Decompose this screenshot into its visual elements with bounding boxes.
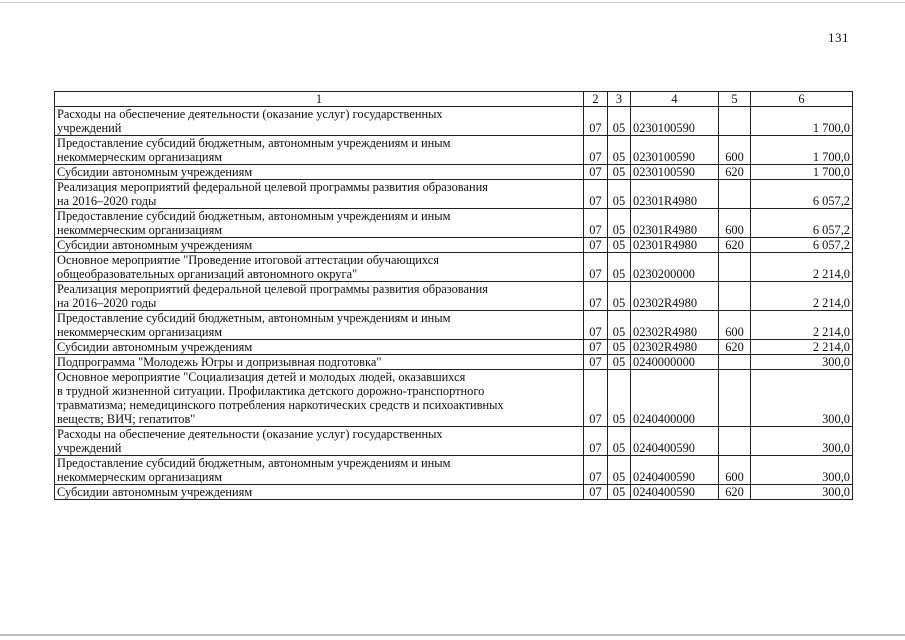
row-description: Реализация мероприятий федеральной целевой программы развития образования на 2016–2020 годы	[55, 180, 584, 209]
expense-type-code: 600	[719, 209, 751, 238]
table-row	[55, 136, 853, 165]
subsection-code: 05	[608, 238, 631, 253]
row-description: Расходы на обеспечение деятельности (оказание услуг) государственных учреждений	[55, 427, 584, 456]
column-header: 6	[751, 92, 853, 107]
section-code: 07	[584, 427, 608, 456]
expense-type-code: 620	[719, 340, 751, 355]
column-header: 2	[584, 92, 608, 107]
table-row	[55, 340, 853, 355]
amount: 2 214,0	[751, 253, 853, 282]
expense-type-code	[719, 253, 751, 282]
expense-type-code	[719, 427, 751, 456]
amount: 6 057,2	[751, 238, 853, 253]
target-article-code: 0230100590	[631, 107, 719, 136]
section-code: 07	[584, 107, 608, 136]
section-code: 07	[584, 253, 608, 282]
subsection-code: 05	[608, 456, 631, 485]
column-header: 4	[631, 92, 719, 107]
subsection-code: 05	[608, 107, 631, 136]
table-row	[55, 427, 853, 456]
table-body	[55, 107, 853, 500]
section-code: 07	[584, 165, 608, 180]
target-article-code: 0230100590	[631, 136, 719, 165]
subsection-code: 05	[608, 355, 631, 370]
amount: 1 700,0	[751, 165, 853, 180]
table-row	[55, 485, 853, 500]
expense-type-code	[719, 180, 751, 209]
section-code: 07	[584, 485, 608, 500]
table-header-row	[55, 92, 853, 107]
table-row	[55, 165, 853, 180]
table-row	[55, 311, 853, 340]
expense-type-code: 620	[719, 238, 751, 253]
section-code: 07	[584, 238, 608, 253]
table-row	[55, 253, 853, 282]
target-article-code: 0240000000	[631, 355, 719, 370]
budget-table	[54, 91, 853, 500]
row-description: Расходы на обеспечение деятельности (оказание услуг) государственных учреждений	[55, 107, 584, 136]
section-code: 07	[584, 340, 608, 355]
table-row	[55, 282, 853, 311]
expense-type-code	[719, 107, 751, 136]
column-header: 5	[719, 92, 751, 107]
column-header: 3	[608, 92, 631, 107]
row-description: Подпрограмма "Молодежь Югры и допризывная подготовка"	[55, 355, 584, 370]
target-article-code: 02302R4980	[631, 311, 719, 340]
target-article-code: 02302R4980	[631, 340, 719, 355]
subsection-code: 05	[608, 427, 631, 456]
table-row	[55, 355, 853, 370]
table-row	[55, 107, 853, 136]
section-code: 07	[584, 370, 608, 427]
row-description: Предоставление субсидий бюджетным, автономным учреждениям и иным некоммерческим организациям	[55, 456, 584, 485]
target-article-code: 02301R4980	[631, 209, 719, 238]
expense-type-code: 600	[719, 456, 751, 485]
subsection-code: 05	[608, 282, 631, 311]
target-article-code: 0240400590	[631, 427, 719, 456]
section-code: 07	[584, 355, 608, 370]
amount: 2 214,0	[751, 311, 853, 340]
subsection-code: 05	[608, 165, 631, 180]
expense-type-code: 600	[719, 136, 751, 165]
target-article-code: 02302R4980	[631, 282, 719, 311]
amount: 300,0	[751, 485, 853, 500]
table-row	[55, 209, 853, 238]
section-code: 07	[584, 282, 608, 311]
subsection-code: 05	[608, 180, 631, 209]
table-row	[55, 456, 853, 485]
target-article-code: 0240400590	[631, 456, 719, 485]
row-description: Основное мероприятие "Социализация детей и молодых людей, оказавшихся в трудной жизненной ситуации. Профилактика детского дорожно-транспортного травматизма; немедицинского потребления наркотических средств и психоактивных веществ; ВИЧ; гепатитов"	[55, 370, 584, 427]
subsection-code: 05	[608, 253, 631, 282]
scan-edge-top	[0, 2, 905, 3]
row-description: Субсидии автономным учреждениям	[55, 485, 584, 500]
amount: 300,0	[751, 456, 853, 485]
section-code: 07	[584, 209, 608, 238]
amount: 300,0	[751, 370, 853, 427]
table-row	[55, 238, 853, 253]
table-row	[55, 180, 853, 209]
subsection-code: 05	[608, 485, 631, 500]
table-row	[55, 370, 853, 427]
subsection-code: 05	[608, 340, 631, 355]
target-article-code: 0230100590	[631, 165, 719, 180]
amount: 6 057,2	[751, 209, 853, 238]
amount: 2 214,0	[751, 282, 853, 311]
expense-type-code	[719, 355, 751, 370]
row-description: Реализация мероприятий федеральной целевой программы развития образования на 2016–2020 годы	[55, 282, 584, 311]
amount: 1 700,0	[751, 107, 853, 136]
amount: 2 214,0	[751, 340, 853, 355]
row-description: Предоставление субсидий бюджетным, автономным учреждениям и иным некоммерческим организациям	[55, 136, 584, 165]
section-code: 07	[584, 180, 608, 209]
target-article-code: 0230200000	[631, 253, 719, 282]
row-description: Субсидии автономным учреждениям	[55, 340, 584, 355]
scan-edge-bottom	[0, 634, 905, 636]
subsection-code: 05	[608, 370, 631, 427]
target-article-code: 02301R4980	[631, 238, 719, 253]
section-code: 07	[584, 136, 608, 165]
amount: 300,0	[751, 355, 853, 370]
row-description: Субсидии автономным учреждениям	[55, 165, 584, 180]
expense-type-code	[719, 370, 751, 427]
expense-type-code: 620	[719, 165, 751, 180]
expense-type-code: 620	[719, 485, 751, 500]
row-description: Субсидии автономным учреждениям	[55, 238, 584, 253]
section-code: 07	[584, 456, 608, 485]
amount: 6 057,2	[751, 180, 853, 209]
expense-type-code	[719, 282, 751, 311]
column-header: 1	[55, 92, 584, 107]
subsection-code: 05	[608, 136, 631, 165]
subsection-code: 05	[608, 209, 631, 238]
target-article-code: 02301R4980	[631, 180, 719, 209]
target-article-code: 0240400000	[631, 370, 719, 427]
page-number: 131	[828, 30, 849, 45]
row-description: Основное мероприятие "Проведение итоговой аттестации обучающихся общеобразовательных организаций автономного округа"	[55, 253, 584, 282]
row-description: Предоставление субсидий бюджетным, автономным учреждениям и иным некоммерческим организациям	[55, 209, 584, 238]
row-description: Предоставление субсидий бюджетным, автономным учреждениям и иным некоммерческим организациям	[55, 311, 584, 340]
subsection-code: 05	[608, 311, 631, 340]
section-code: 07	[584, 311, 608, 340]
expense-type-code: 600	[719, 311, 751, 340]
target-article-code: 0240400590	[631, 485, 719, 500]
amount: 300,0	[751, 427, 853, 456]
amount: 1 700,0	[751, 136, 853, 165]
